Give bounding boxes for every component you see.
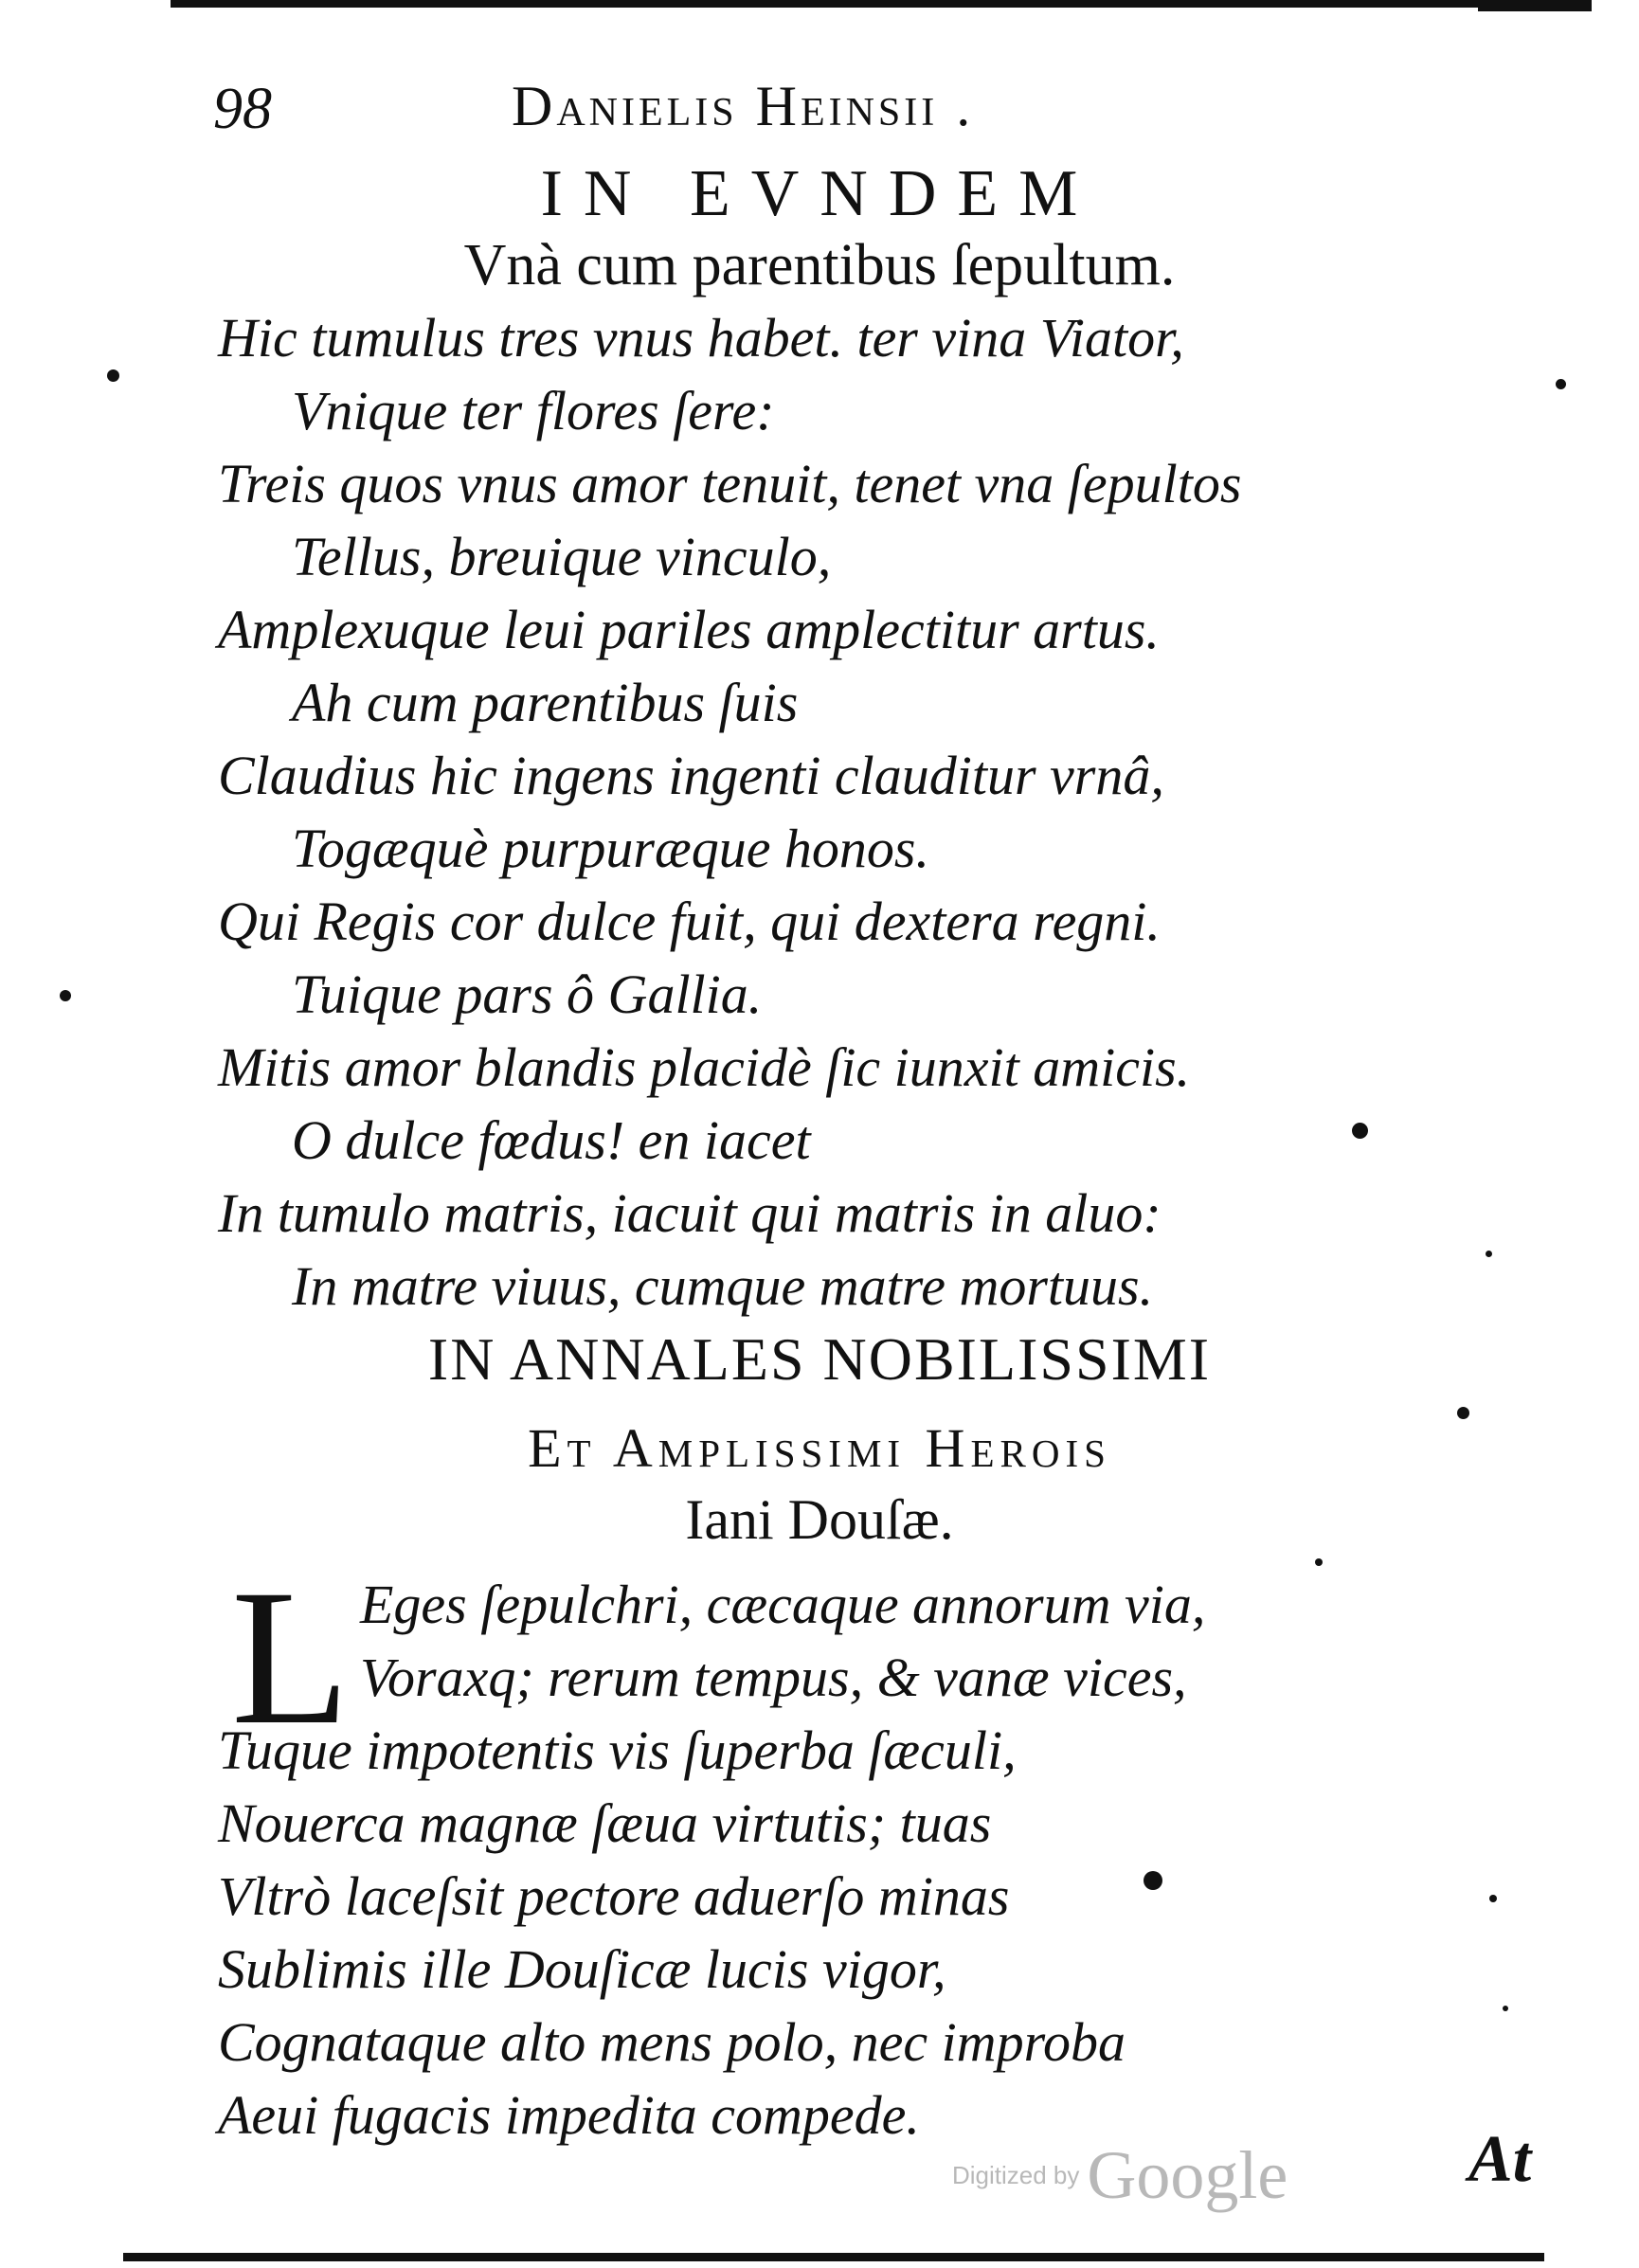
- verse-line: Qui Regis cor dulce fuit, qui dextera regni.: [218, 891, 1161, 952]
- poem2-heading-line2: Et Amplissimi Herois: [528, 1417, 1111, 1479]
- google-logo: Google: [1087, 2137, 1288, 2213]
- verse-line: Amplexuque leui pariles amplectitur artus.: [218, 599, 1160, 660]
- ink-speck: [60, 990, 71, 1001]
- poem1-verses: [218, 301, 1241, 1323]
- verse-line: Eges ſepulchri, cæcaque annorum via,: [360, 1574, 1206, 1635]
- page-number: 98: [213, 77, 272, 141]
- verse-line: Aeui fugacis impedita compede.: [218, 2084, 920, 2146]
- poem2-heading-line3: Iani Douſæ.: [685, 1488, 954, 1551]
- verse-line: In tumulo matris, iacuit qui matris in aluo:: [218, 1182, 1162, 1244]
- scan-edge-bottom: [123, 2253, 1544, 2261]
- verse-line: Vltrò laceſsit pectore aduerſo minas: [218, 1865, 1010, 1927]
- verse-line: Ah cum parentibus ſuis: [292, 672, 799, 733]
- verse-line: Togæquè purpuræque honos.: [292, 818, 930, 879]
- verse-line: Hic tumulus tres vnus habet. ter vina Viator,: [218, 307, 1184, 369]
- page-header: [0, 66, 1639, 152]
- verse-line: Voraxq; rerum tempus, & vanæ vices,: [360, 1647, 1187, 1708]
- poem1-subtitle: Vnà cum parentibus ſepultum.: [463, 233, 1176, 297]
- verse-line: Claudius hic ingens ingenti clauditur vrnâ,: [218, 745, 1164, 806]
- verse-line: Nouerca magnæ ſæua virtutis; tuas: [218, 1792, 992, 1854]
- ink-speck: [107, 369, 119, 382]
- scan-edge-top-right: [1478, 0, 1592, 11]
- verse-line: Mitis amor blandis placidè ſic iunxit amicis.: [218, 1036, 1191, 1098]
- ink-speck: [1489, 1895, 1497, 1902]
- verse-line: Sublimis ille Douſicæ lucis vigor,: [218, 1938, 946, 2000]
- verse-line: O dulce fœdus! en iacet: [292, 1109, 811, 1171]
- ink-speck: [1457, 1407, 1469, 1419]
- ink-speck: [1503, 2006, 1508, 2011]
- digitized-by-label: Digitized by: [952, 2161, 1080, 2189]
- digitized-watermark: [952, 2136, 1288, 2215]
- verse-line: Tellus, breuique vinculo,: [292, 526, 832, 587]
- ink-speck: [1144, 1871, 1162, 1890]
- verse-line: Cognataque alto mens polo, nec improba: [218, 2011, 1126, 2073]
- verse-line: Tuique pars ô Gallia.: [292, 963, 763, 1025]
- ink-speck: [1556, 379, 1566, 389]
- verse-line: Tuque impotentis vis ſuperba ſæculi,: [218, 1719, 1017, 1781]
- poem2-heading: IN ANNALES NOBILISSIMI: [427, 1325, 1212, 1393]
- catchword: At: [1468, 2123, 1532, 2196]
- scan-edge-top: [171, 0, 1516, 8]
- poem1-title: IN EVNDEM: [540, 157, 1099, 230]
- drop-cap: L: [231, 1550, 351, 1765]
- ink-speck: [1486, 1251, 1492, 1257]
- poem2-verses: [218, 1550, 1206, 2151]
- ink-speck: [1352, 1123, 1368, 1139]
- verse-line: Vnique ter flores ſere:: [292, 380, 775, 441]
- running-head: Danielis Heinsii .: [512, 75, 975, 137]
- verse-line: Treis quos vnus amor tenuit, tenet vna ſepultos: [218, 453, 1242, 514]
- verse-line: In matre viuus, cumque matre mortuus.: [292, 1255, 1154, 1317]
- ink-speck: [1315, 1558, 1323, 1566]
